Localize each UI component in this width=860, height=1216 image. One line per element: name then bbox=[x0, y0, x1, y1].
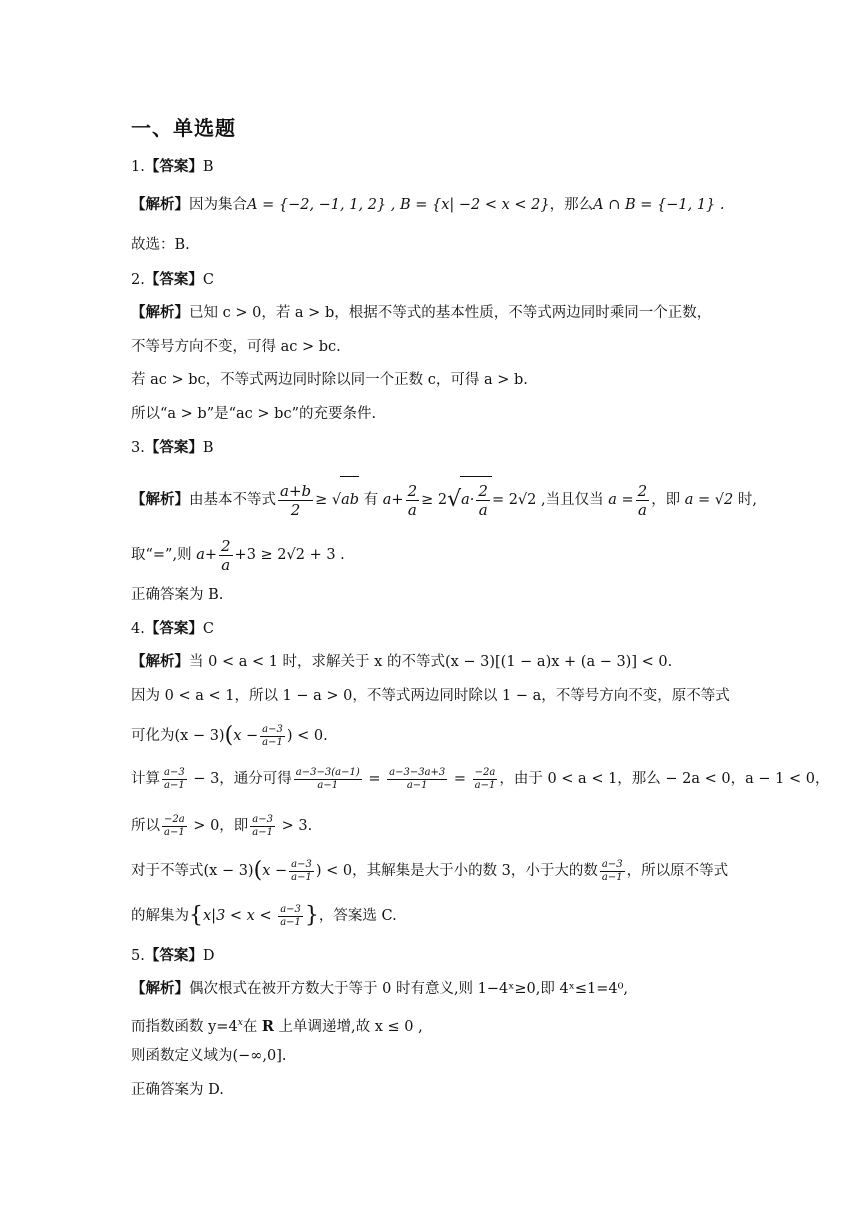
frac-num: a−3 bbox=[291, 858, 312, 870]
a-plus: a+ bbox=[382, 492, 404, 508]
frac-num: 2 bbox=[407, 481, 418, 500]
q4-analysis-line-1 bbox=[131, 651, 760, 673]
q3-answer: B bbox=[202, 440, 214, 456]
frac-num: a−3 bbox=[252, 813, 273, 825]
q1-answer: B bbox=[202, 159, 214, 175]
answer-label: 【答案】 bbox=[144, 620, 203, 637]
frac-den: a−1 bbox=[164, 779, 185, 791]
geq-2: ≥ 2 bbox=[421, 492, 448, 508]
frac-num: 2 bbox=[478, 481, 488, 500]
q1-number: 1. bbox=[131, 159, 145, 175]
answer-label: 【答案】 bbox=[144, 439, 203, 456]
sqrt-a-2-over-a bbox=[460, 476, 492, 523]
eq-2sqrt2: = 2√2 bbox=[491, 492, 537, 508]
frac-den: a−1 bbox=[252, 826, 273, 838]
a-plus: a+ bbox=[196, 547, 217, 563]
frac-num: a+b bbox=[280, 481, 312, 500]
q4-line3-lead: 可化为(x − 3) bbox=[131, 728, 225, 744]
sqrt-sign: √ bbox=[447, 487, 462, 512]
q4-line6-mid: ) < 0，其解集是大于小的数 3，小于大的数 bbox=[315, 863, 598, 879]
frac-num: a−3 bbox=[280, 903, 301, 915]
frac-num: 2 bbox=[637, 481, 648, 500]
q3-line2-tail: +3 ≥ 2√2 + 3 . bbox=[234, 547, 345, 563]
q3-lead: 由基本不等式 bbox=[189, 492, 276, 508]
q4-line4-tail: ，由于 0 < a < 1，那么 − 2a < 0，a − 1 < 0， bbox=[499, 771, 830, 787]
fraction-2-over-a-inner bbox=[476, 482, 490, 519]
fraction-m2a bbox=[473, 767, 498, 792]
q2-answer: C bbox=[202, 272, 214, 288]
exponent-x: x bbox=[237, 1018, 243, 1028]
q4-analysis-line-5 bbox=[131, 810, 760, 842]
q3-you: 有 bbox=[359, 492, 383, 508]
frac-num: a−3 bbox=[601, 858, 623, 870]
analysis-label: 【解析】 bbox=[131, 491, 189, 508]
fraction-long bbox=[294, 767, 362, 792]
q1-conclusion: 故选：B. bbox=[131, 237, 190, 253]
fraction-m2a bbox=[162, 814, 187, 839]
q4-line5-tail: > 3. bbox=[277, 818, 313, 834]
frac-den: a−1 bbox=[406, 779, 428, 791]
q1-result: A ∩ B = {−1, 1} . bbox=[593, 197, 725, 213]
fraction-2-over-a bbox=[406, 482, 420, 519]
fraction-long-2 bbox=[387, 767, 447, 792]
paren-left: ( bbox=[224, 723, 234, 748]
q4-line4-lead: 计算 bbox=[131, 771, 160, 787]
fraction-a3-a1 bbox=[289, 859, 314, 884]
brace-right: } bbox=[304, 903, 319, 928]
fraction-2-over-a-final bbox=[219, 537, 233, 574]
paren-left: ( bbox=[253, 858, 263, 883]
q5-analysis-line-3: 则函数定义域为(−∞,0]. bbox=[131, 1048, 287, 1064]
geq-sqrt: ≥ √ bbox=[315, 492, 342, 508]
frac-num: −2a bbox=[164, 813, 185, 825]
brace-left: { bbox=[189, 903, 203, 928]
fraction-a-plus-b-over-2 bbox=[278, 482, 313, 519]
q2-analysis-line-3: 若 ac > bc，不等式两边同时除以同一个正数 c，可得 a > b. bbox=[131, 372, 528, 388]
x-minus: x − bbox=[262, 863, 288, 879]
answer-label: 【答案】 bbox=[144, 271, 203, 288]
fraction-a3-a1 bbox=[260, 724, 285, 749]
frac-den: a bbox=[637, 500, 647, 519]
frac-num: 2 bbox=[221, 536, 231, 555]
q3-number: 3. bbox=[131, 440, 145, 456]
frac-den: a−1 bbox=[317, 779, 339, 791]
q3-answer-line bbox=[131, 437, 760, 459]
frac-den: a bbox=[478, 500, 488, 519]
frac-den: a−1 bbox=[262, 736, 283, 748]
q4-line3-tail: ) < 0. bbox=[286, 728, 328, 744]
analysis-label: 【解析】 bbox=[131, 304, 189, 321]
q5-line2-tail: 上单调递增,故 x ≤ 0 , bbox=[273, 1018, 423, 1035]
frac-num: a−3−3a+3 bbox=[389, 766, 446, 778]
frac-num: a−3 bbox=[164, 766, 185, 778]
fraction-a3-a1 bbox=[600, 859, 625, 884]
q1-analysis-text: 因为集合 bbox=[189, 197, 247, 213]
fraction-a3-a1 bbox=[162, 767, 187, 792]
q2-analysis-line-2: 不等号方向不变，可得 ac > bc. bbox=[131, 339, 341, 355]
q4-answer: C bbox=[202, 621, 214, 637]
q4-analysis-line-7 bbox=[131, 900, 760, 932]
q4-answer-line bbox=[131, 618, 760, 640]
section-title: 一、单选题 bbox=[131, 116, 236, 140]
q5-answer-line bbox=[131, 945, 760, 967]
q5-conclusion: 正确答案为 D. bbox=[131, 1082, 224, 1098]
q4-line6-lead: 对于不等式(x − 3) bbox=[131, 863, 254, 879]
analysis-label: 【解析】 bbox=[131, 196, 189, 213]
q4-line7-lead: 的解集为 bbox=[131, 908, 189, 924]
frac-den: a−1 bbox=[601, 871, 623, 883]
frac-den: a−1 bbox=[474, 779, 496, 791]
frac-num: a−3 bbox=[262, 723, 283, 735]
sqrt-ab: ab bbox=[340, 476, 359, 523]
q3-analysis-line-1 bbox=[131, 476, 760, 523]
q5-answer: D bbox=[202, 948, 215, 964]
q4-line5-lead: 所以 bbox=[131, 818, 160, 834]
frac-den: a−1 bbox=[291, 871, 312, 883]
q2-analysis-line-1 bbox=[131, 302, 760, 324]
q4-analysis-line-3 bbox=[131, 720, 760, 752]
q5-text-1: 偶次根式在被开方数大于等于 0 时有意义,则 1−4ˣ≥0,即 4ˣ≤1=4⁰, bbox=[189, 981, 629, 997]
q1-sets: A = {−2, −1, 1, 2} , B = {x| −2 < x < 2} bbox=[247, 197, 550, 213]
answer-label: 【答案】 bbox=[144, 947, 203, 964]
q2-text-1: 已知 c > 0，若 a > b，根据不等式的基本性质，不等式两边同时乘同一个正数， bbox=[189, 305, 712, 321]
frac-den: a bbox=[407, 500, 417, 519]
q3-analysis-line-2 bbox=[131, 532, 760, 578]
q5-line2-mid: 在 bbox=[242, 1018, 262, 1035]
q5-line2-lead: 而指数函数 y=4 bbox=[131, 1018, 238, 1035]
q3-conclusion: 正确答案为 B. bbox=[131, 587, 224, 603]
fraction-a3-a1 bbox=[250, 814, 275, 839]
frac-den: 2 bbox=[290, 500, 301, 519]
q5-analysis-line-1 bbox=[131, 978, 760, 1000]
q4-line7-tail: ，答案选 C. bbox=[318, 908, 397, 924]
q4-analysis-line-4 bbox=[131, 763, 830, 795]
q4-line5-mid: > 0，即 bbox=[188, 818, 249, 834]
analysis-label: 【解析】 bbox=[131, 653, 189, 670]
q5-number: 5. bbox=[131, 948, 145, 964]
a-dot: a· bbox=[461, 492, 475, 508]
q5-analysis-line-2 bbox=[131, 1012, 760, 1038]
frac-den: a−1 bbox=[164, 826, 185, 838]
q3-when: ,当且仅当 bbox=[536, 492, 609, 508]
fraction-2-over-a-cond bbox=[636, 482, 650, 519]
a-eq-sqrt2: a = √2 bbox=[684, 492, 734, 508]
q4-set: x|3 < x < bbox=[203, 908, 277, 924]
q3-shi: 时, bbox=[733, 492, 757, 508]
q4-number: 4. bbox=[131, 621, 145, 637]
frac-den: a−1 bbox=[280, 916, 301, 928]
q1-answer-line bbox=[131, 156, 760, 178]
q2-analysis-line-4: 所以“a > b”是“ac > bc”的充要条件. bbox=[131, 406, 377, 422]
q2-answer-line bbox=[131, 269, 760, 291]
q1-analysis-line bbox=[131, 194, 760, 216]
frac-num: −2a bbox=[474, 766, 496, 778]
frac-num: a−3−3(a−1) bbox=[295, 766, 360, 778]
analysis-label: 【解析】 bbox=[131, 980, 189, 997]
answer-label: 【答案】 bbox=[144, 158, 203, 175]
q3-line2-lead: 取“=”,则 bbox=[131, 547, 197, 563]
frac-den: a bbox=[221, 555, 231, 574]
q3-ji: ，即 bbox=[651, 492, 685, 508]
q4-text-1: 当 0 < a < 1 时，求解关于 x 的不等式(x − 3)[(1 − a)x + (a − 3)] < 0. bbox=[189, 654, 673, 670]
q2-number: 2. bbox=[131, 272, 145, 288]
q4-line6-tail: ，所以原不等式 bbox=[626, 863, 729, 879]
q4-analysis-line-2: 因为 0 < a < 1，所以 1 − a > 0，不等式两边同时除以 1 − a，不等号方向不变，原不等式 bbox=[131, 688, 730, 704]
eq: = bbox=[363, 771, 386, 787]
q4-analysis-line-6 bbox=[131, 855, 760, 887]
eq: = bbox=[449, 771, 471, 787]
real-numbers-R: R bbox=[261, 1017, 274, 1035]
x-minus: x − bbox=[233, 728, 259, 744]
a-eq: a = bbox=[608, 492, 634, 508]
q4-minus3: − 3，通分可得 bbox=[188, 771, 292, 787]
fraction-a3-a1 bbox=[278, 904, 303, 929]
q1-mid-text: ，那么 bbox=[549, 197, 594, 213]
